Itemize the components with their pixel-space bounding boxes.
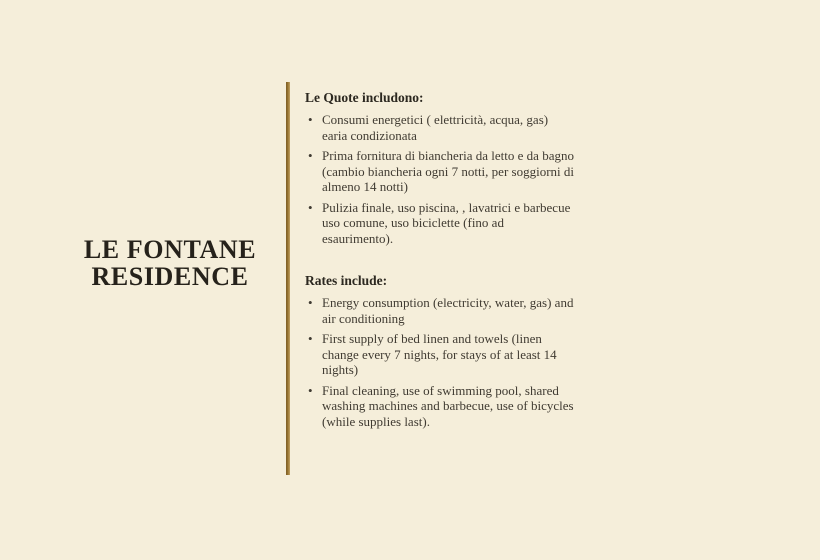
title-line-2: RESIDENCE	[91, 262, 249, 291]
bullet-list-italian	[305, 112, 585, 246]
list-item: • First supply of bed linen and towels (linen change every 7 nights, for stays of at least 14 nights)	[305, 331, 574, 378]
list-item: • Consumi energetici ( elettricità, acqua, gas) earia condizionata	[305, 112, 574, 143]
content-column	[305, 90, 585, 434]
title-line-1: LE FONTANE	[83, 235, 257, 264]
section-rates-include	[305, 273, 585, 429]
vertical-divider	[286, 82, 290, 475]
list-item: • Pulizia finale, uso piscina, , lavatrici e barbecue uso comune, uso biciclette (fino ad esaurimento).	[305, 200, 574, 247]
bullet-list-english	[305, 295, 585, 429]
list-item: • Energy consumption (electricity, water, gas) and air conditioning	[305, 295, 574, 326]
section-heading-english: Rates include:	[305, 273, 388, 288]
section-quote-includono	[305, 90, 585, 246]
section-heading-italian: Le Quote includono:	[305, 90, 424, 105]
list-item: • Prima fornitura di biancheria da letto e da bagno (cambio biancheria ogni 7 notti, per soggiorni di almeno 14 notti)	[305, 148, 574, 195]
list-item: • Final cleaning, use of swimming pool, shared washing machines and barbecue, use of bicycles (while supplies last).	[305, 383, 574, 430]
residence-title	[58, 236, 282, 290]
